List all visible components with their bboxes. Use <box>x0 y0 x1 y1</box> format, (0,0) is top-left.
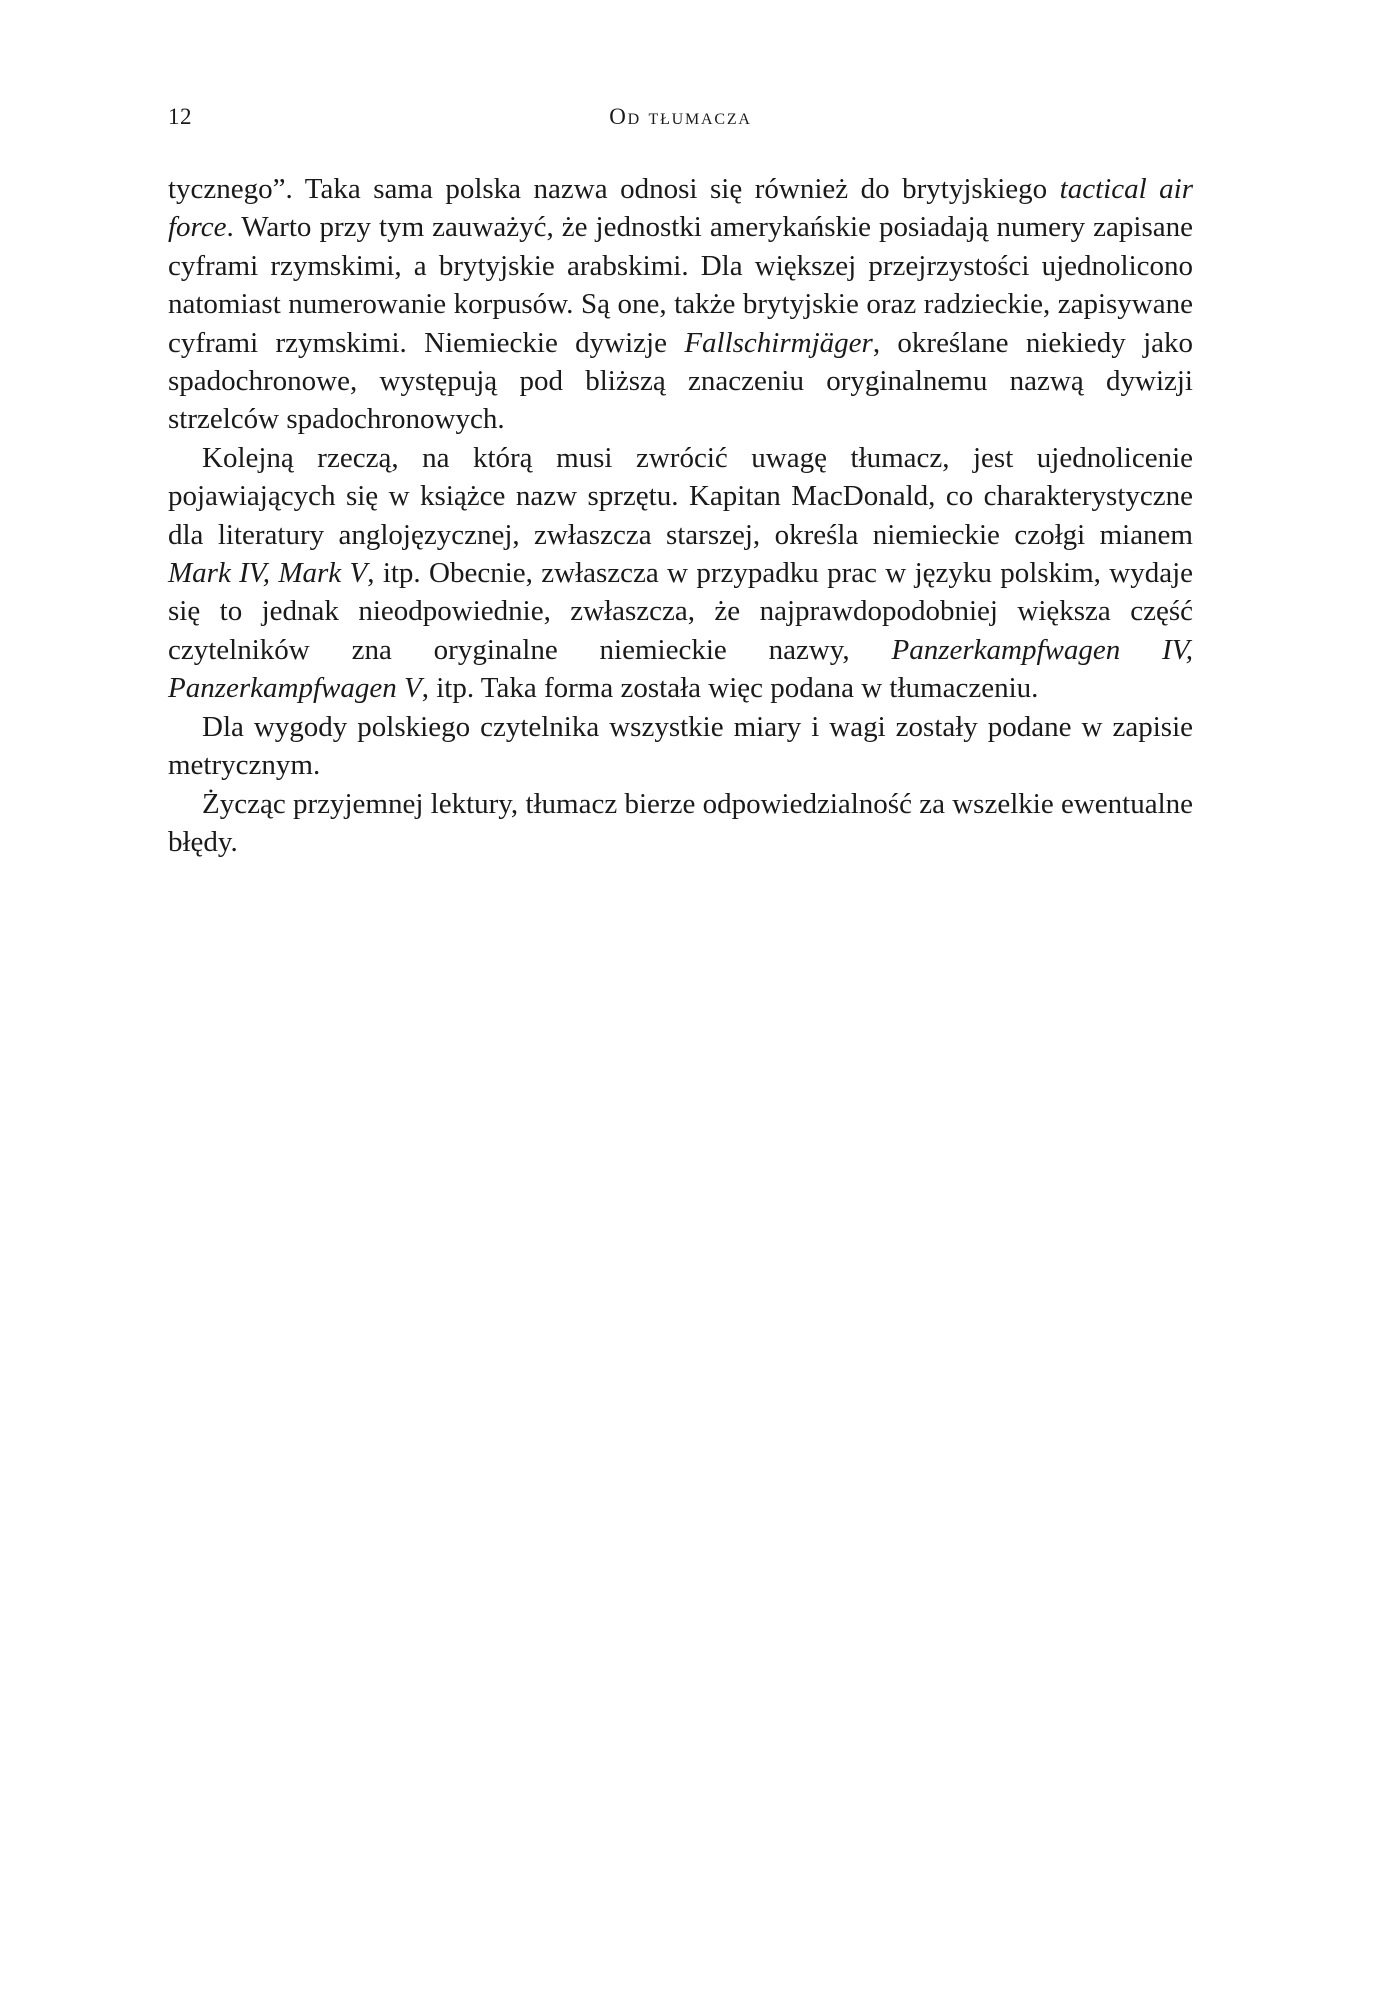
text-segment: Dla wygody polskiego czytelnika wszystkie miary i wagi zostały podane w zapisie metrycznym. <box>168 710 1193 782</box>
paragraph <box>168 170 1193 439</box>
text-segment: . Warto przy tym zauważyć, że jednostki amerykańskie posiadają numery zapisane cyframi rzymskimi, a brytyjskie arabskimi. Dla większej przejrzystości ujednolicono natomiast numerowanie korpusów. Są one, także brytyjskie oraz radzieckie, zapisywane cyframi rzymskimi. Niemieckie dywizje <box>168 211 1193 359</box>
body-text <box>168 170 1193 861</box>
text-segment: , itp. Obecnie, zwłaszcza w przypadku prac w języku polskim, wydaje się to jednak nieodpowiednie, zwłaszcza, że najprawdopodobniej większa część czytelników zna oryginalne niemieckie nazwy, <box>168 557 1193 666</box>
text-segment: Kolejną rzeczą, na którą musi zwrócić uwagę tłumacz, jest ujednolicenie pojawiających się w książce nazw sprzętu. Kapitan MacDonald, co charakterystyczne dla literatury anglojęzycznej, zwłaszcza starszej, określa niemieckie czołgi mianem <box>168 441 1193 551</box>
running-title: Od tłumacza <box>609 104 752 129</box>
italic-term: Panzerkampfwagen IV, Panzerkampfwagen V <box>168 633 1193 705</box>
paragraph <box>168 439 1193 708</box>
text-segment: tycznego”. Taka sama polska nazwa odnosi się również do brytyjskiego <box>168 173 1060 205</box>
paragraph <box>168 708 1193 785</box>
text-segment: Życząc przyjemnej lektury, tłumacz bierze odpowiedzialność za wszelkie ewentualne błędy. <box>168 787 1193 858</box>
italic-term: Mark IV, Mark V <box>168 557 368 590</box>
italic-term: Fallschirmjäger <box>684 326 873 359</box>
running-head <box>168 100 1193 140</box>
text-segment: , itp. Taka forma została więc podana w tłumaczeniu. <box>421 672 1039 705</box>
text-segment: , określane niekiedy jako spadochronowe, występują pod bliższą znaczeniu oryginalnemu nazwą dywizji strzelców spadochronowych. <box>168 326 1193 436</box>
paragraph <box>168 785 1193 862</box>
italic-term: tactical air force <box>168 173 1193 244</box>
page-number: 12 <box>168 104 192 129</box>
